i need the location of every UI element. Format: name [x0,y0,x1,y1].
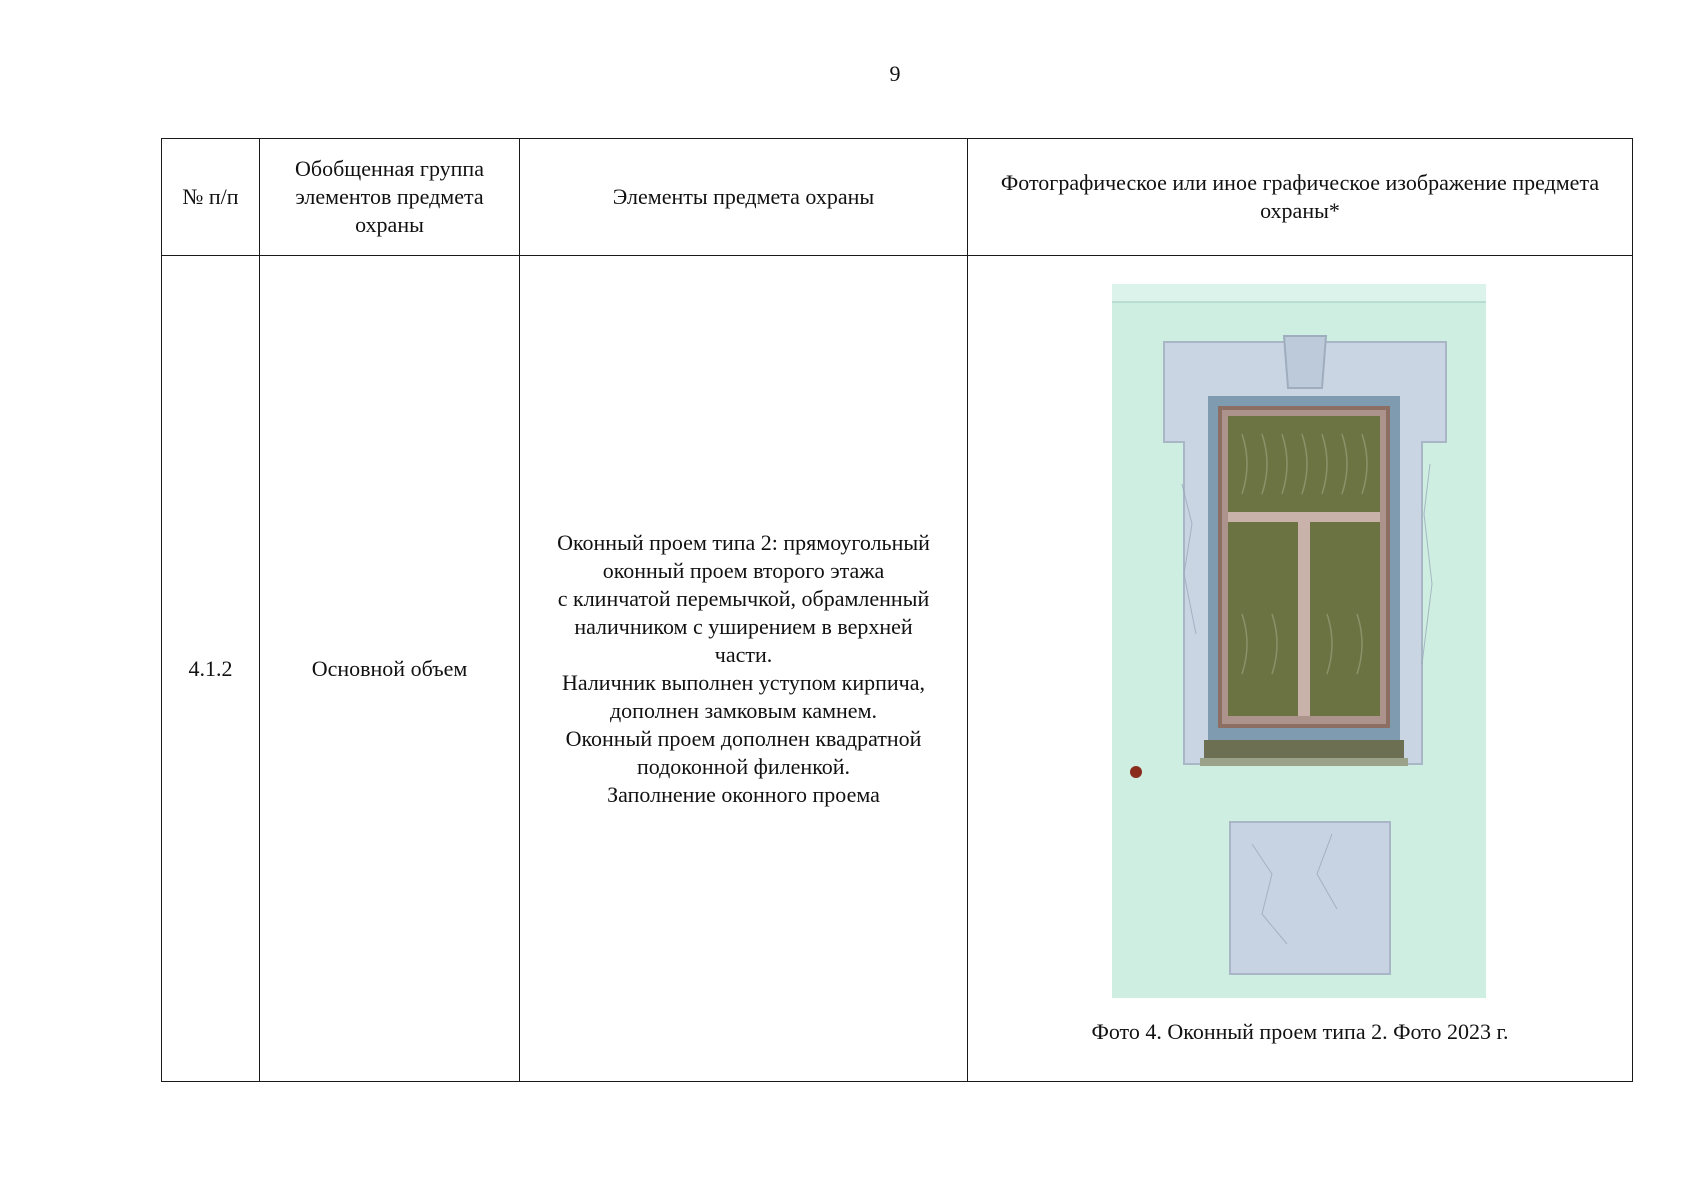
row-num: 4.1.2 [162,256,260,1082]
page-number: 9 [889,61,901,86]
window-sill [1204,740,1404,760]
header-group: Обобщенная группа элементов предмета охраны [260,139,520,256]
left-sash-glass [1228,522,1298,716]
sill-panel [1230,822,1390,974]
row-description [520,256,968,1082]
row-group: Основной объем [260,256,520,1082]
transom-glass [1228,416,1380,512]
protection-table [161,138,1633,1082]
window-photo-image [1112,284,1486,998]
description-line: Оконный проем типа 2: прямоугольный [557,529,930,555]
right-sash-glass [1310,522,1380,716]
window-photo [1112,284,1486,998]
description-line: оконный проем второго этажа [602,557,885,583]
wall-hole [1130,766,1142,778]
header-num: № п/п [162,139,260,256]
cornice-band [1112,284,1486,302]
table-header-row [162,139,1633,256]
header-photo: Фотографическое или иное графическое изображение предмета охраны* [968,139,1633,256]
table-row [162,256,1633,1082]
description-line: Оконный проем дополнен квадратной [565,725,922,751]
description-line: Заполнение оконного проема [607,781,880,807]
row-photo [968,256,1633,1082]
description-line: Наличник выполнен уступом кирпича, [561,669,926,695]
header-elements: Элементы предмета охраны [520,139,968,256]
photo-caption: Фото 4. Оконный проем типа 2. Фото 2023 г. [1091,1019,1509,1044]
description-line: наличником с уширением в верхней [574,613,913,639]
description-line: дополнен замковым камнем. [609,697,877,723]
description-line: подоконной филенкой. [636,753,851,779]
description-line: части. [714,641,773,667]
description-line: с клинчатой перемычкой, обрамленный [557,585,930,611]
keystone [1284,336,1326,388]
